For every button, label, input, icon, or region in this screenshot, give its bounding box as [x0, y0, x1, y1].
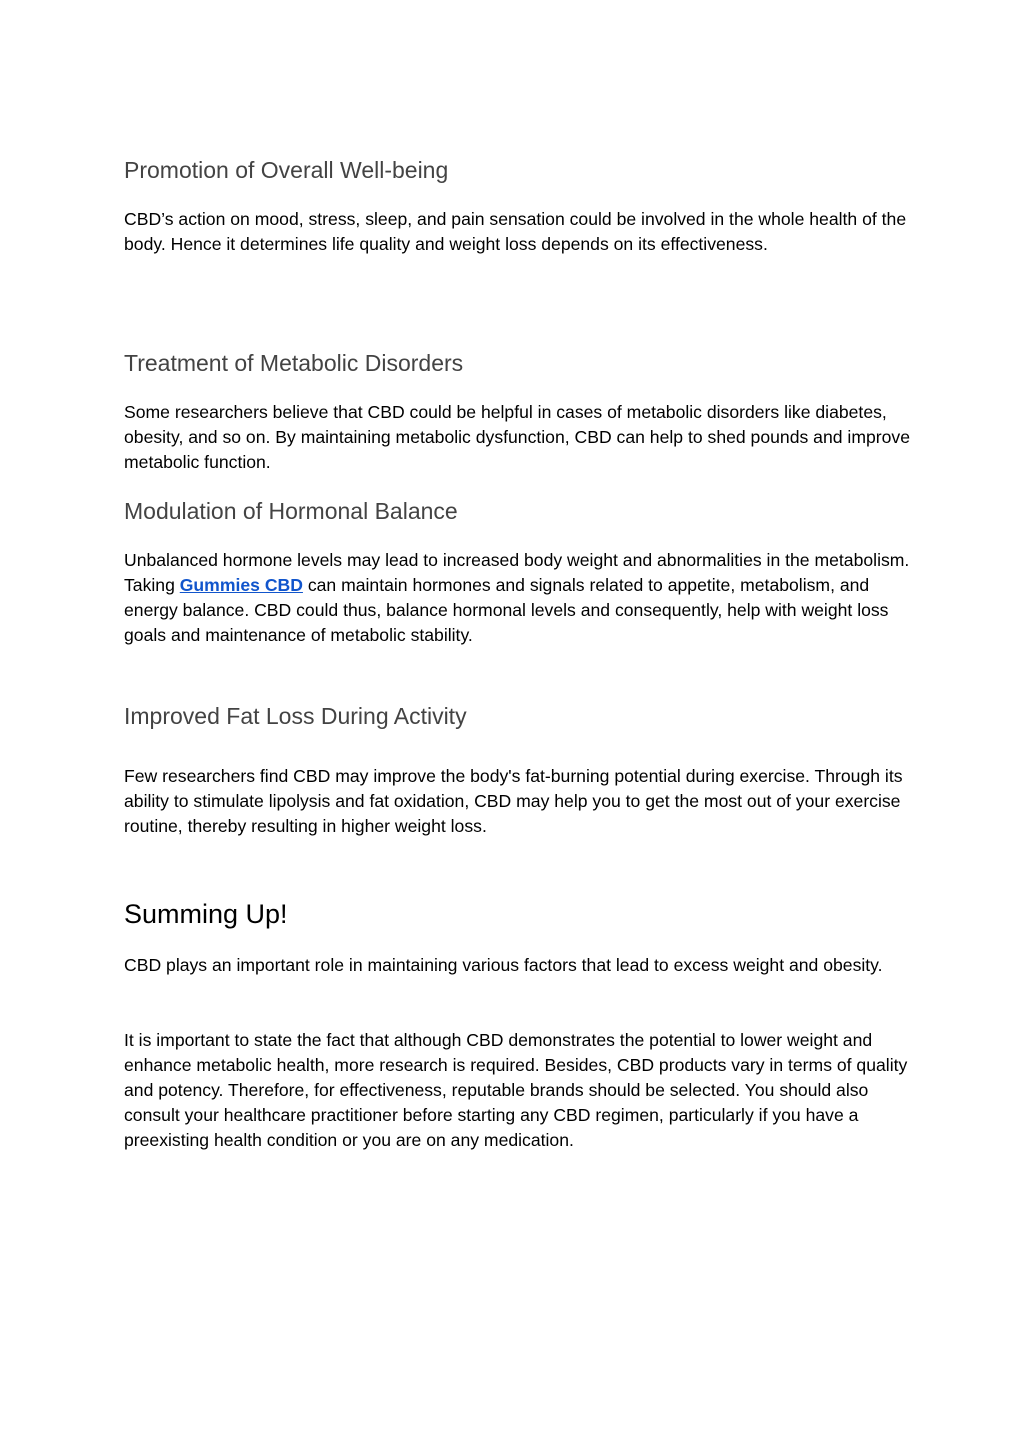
summary-paragraph: CBD plays an important role in maintaining various factors that lead to excess weight and obesity.	[124, 955, 883, 975]
section-metabolic-disorders	[124, 349, 914, 377]
gummies-cbd-link[interactable]: Gummies CBD	[179, 575, 303, 595]
section-paragraph: Few researchers find CBD may improve the body's fat-burning potential during exercise. Through its ability to stimulate lipolysis and fat oxidation, CBD may help you to get the most out of your exercise routine, thereby resulting in higher weight loss.	[124, 766, 903, 836]
section-well-being-body	[124, 207, 914, 257]
section-paragraph	[124, 548, 914, 648]
section-well-being	[124, 156, 914, 184]
section-heading: Modulation of Hormonal Balance	[124, 498, 458, 524]
paragraph-text: can maintain hormones and signals related to appetite, metabolism, and energy balance. CBD could thus, balance hormonal levels and consequently, help with weight loss goals and maintenance of metabolic stability.	[124, 575, 889, 645]
summary-body-1	[124, 953, 914, 978]
summary-heading: Summing Up!	[124, 899, 288, 929]
section-hormonal-balance	[124, 497, 914, 525]
section-fat-loss-body	[124, 764, 914, 839]
summary-body-2	[124, 1028, 914, 1153]
section-fat-loss	[124, 702, 914, 730]
paragraph-text: Unbalanced hormone levels may lead to increased body weight and abnormalities in the metabolism. Taking	[124, 550, 910, 595]
summary-paragraph: It is important to state the fact that although CBD demonstrates the potential to lower weight and enhance metabolic health, more research is required. Besides, CBD products vary in terms of quality and potency. Therefore, for effectiveness, reputable brands should be selected. You should also consult your healthcare practitioner before starting any CBD regimen, particularly if you have a preexisting health condition or you are on any medication.	[124, 1030, 908, 1150]
section-heading: Treatment of Metabolic Disorders	[124, 350, 464, 376]
section-hormonal-balance-body	[124, 548, 914, 648]
section-heading: Improved Fat Loss During Activity	[124, 703, 467, 729]
section-paragraph: CBD’s action on mood, stress, sleep, and pain sensation could be involved in the whole health of the body. Hence it determines life quality and weight loss depends on its effectiveness.	[124, 209, 907, 254]
section-metabolic-disorders-body	[124, 400, 914, 475]
section-heading: Promotion of Overall Well-being	[124, 157, 449, 183]
section-paragraph: Some researchers believe that CBD could be helpful in cases of metabolic disorders like diabetes, obesity, and so on. By maintaining metabolic dysfunction, CBD can help to shed pounds and improve metabolic function.	[124, 402, 910, 472]
summary-section	[124, 898, 914, 930]
